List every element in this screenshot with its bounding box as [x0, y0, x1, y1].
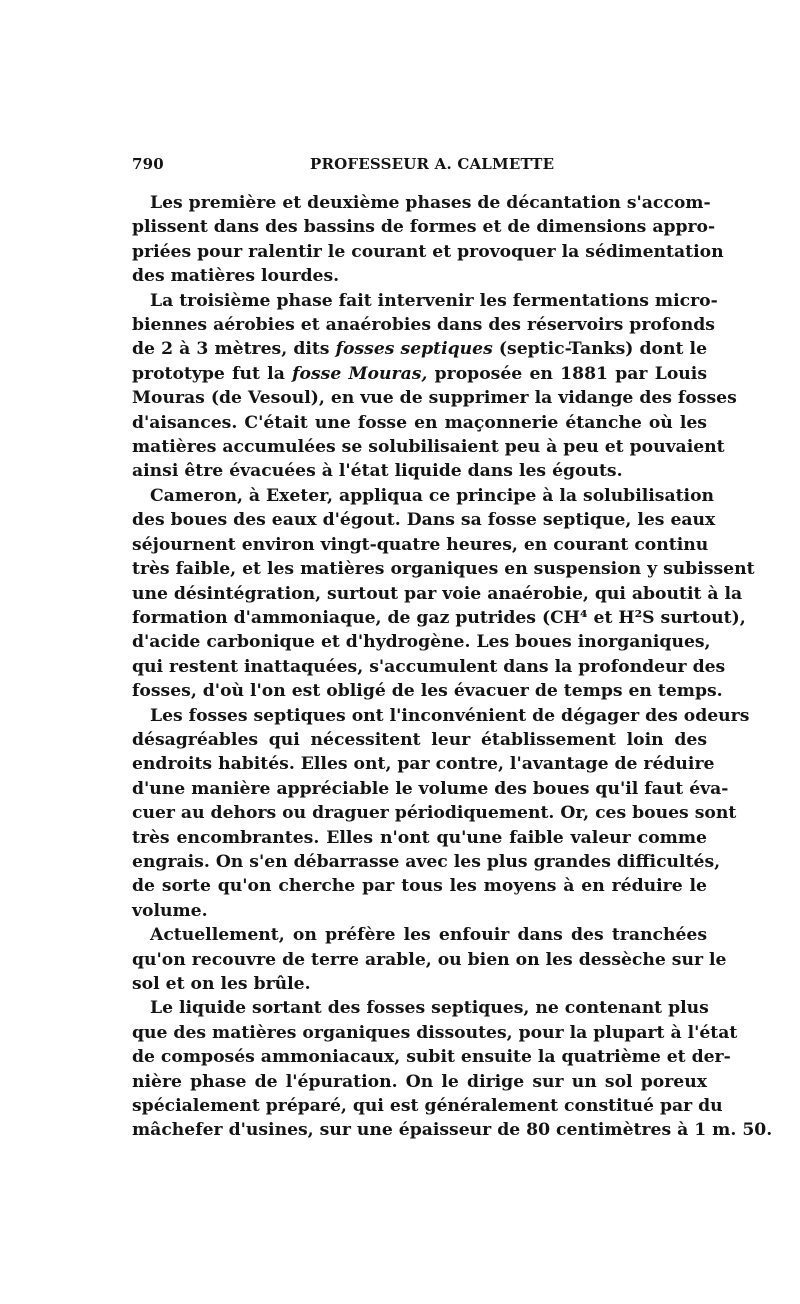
text-line: Mouras (de Vesoul), en vue de supprimer la vidange des fosses	[132, 388, 737, 409]
book-page	[132, 155, 773, 1143]
paragraph-actuellement	[132, 923, 727, 996]
paragraph-inconvenients	[132, 704, 750, 924]
text-line: des boues des eaux d'égout. Dans sa fosse septique, les eaux	[132, 510, 716, 531]
text-line: Cameron, à Exeter, appliqua ce principe à la solubilisation	[150, 485, 715, 506]
text-line: séjournent environ vingt-quatre heures, en courant continu	[132, 534, 709, 555]
text-line: La troisième phase fait intervenir les fermentations micro-	[150, 290, 718, 311]
text-line-with-italic	[132, 337, 707, 361]
text-line: spécialement préparé, qui est généralement constitué par du	[132, 1096, 723, 1117]
header-title: PROFESSEUR A. CALMETTE	[310, 155, 555, 173]
text-line: mâchefer d'usines, sur une épaisseur de 80 centimètres à 1 m. 50.	[132, 1120, 773, 1141]
text-line: une désintégration, surtout par voie anaérobie, qui aboutit à la	[132, 583, 743, 604]
page-number: 790	[132, 155, 164, 173]
text-line: matières accumulées se solubilisaient peu à peu et pouvaient	[132, 437, 725, 458]
text-line: ainsi être évacuées à l'état liquide dans les égouts.	[132, 461, 623, 482]
text-line: plissent dans des bassins de formes et de dimensions appro-	[132, 217, 716, 238]
text-line: nière phase de l'épuration. On le dirige sur un sol poreux	[132, 1071, 707, 1092]
text-run: proposée en 1881 par Louis	[434, 363, 707, 384]
text-line: cuer au dehors ou draguer périodiquement. Or, ces boues sont	[132, 803, 737, 824]
text-line: Les première et deuxième phases de décantation s'accom-	[150, 193, 711, 213]
text-line: Le liquide sortant des fosses septiques, ne contenant plus	[150, 998, 709, 1019]
text-line: de composés ammoniacaux, subit ensuite la quatrième et der-	[132, 1047, 731, 1068]
text-line: très faible, et les matières organiques en suspension y subissent	[132, 559, 755, 580]
running-head	[132, 155, 707, 177]
text-line-with-italic	[132, 362, 707, 386]
text-line: de sorte qu'on cherche par tous les moyens à en réduire le	[132, 876, 707, 897]
text-run: de 2 à 3 mètres, dits	[132, 339, 330, 360]
text-line: formation d'ammoniaque, de gaz putrides (CH⁴ et H²S surtout),	[132, 607, 746, 628]
paragraph-decantation	[132, 191, 724, 289]
text-line: Les fosses septiques ont l'inconvénient de dégager des odeurs	[150, 705, 750, 726]
text-line: biennes aérobies et anaérobies dans des réservoirs profonds	[132, 315, 715, 336]
text-line: que des matières organiques dissoutes, pour la plupart à l'état	[132, 1022, 738, 1043]
paragraph-septic-tanks	[132, 289, 737, 484]
text-line: fosses, d'où l'on est obligé de les évacuer de temps en temps.	[132, 681, 723, 702]
text-line: d'une manière appréciable le volume des boues qu'il faut éva-	[132, 778, 729, 799]
text-line: très encombrantes. Elles n'ont qu'une faible valeur comme	[132, 827, 707, 848]
text-run: (septic-Tanks) dont le	[498, 339, 708, 360]
text-line: engrais. On s'en débarrasse avec les plus grandes difficultés,	[132, 851, 721, 872]
text-line: des matières lourdes.	[132, 266, 340, 287]
paragraph-liquide-sortant	[132, 996, 773, 1142]
text-line: qui restent inattaquées, s'accumulent dans la profondeur des	[132, 656, 726, 677]
text-line: priées pour ralentir le courant et provoquer la sédimentation	[132, 241, 724, 262]
text-line: désagréables qui nécessitent leur établissement loin des	[132, 729, 707, 750]
text-line: volume.	[132, 900, 208, 921]
text-line: sol et on les brûle.	[132, 974, 311, 994]
text-line: Actuellement, on préfère les enfouir dans des tranchées	[150, 925, 707, 946]
italic-term-fosse-mouras: fosse Mouras,	[292, 363, 428, 384]
text-run: prototype fut la	[132, 363, 285, 384]
text-line: d'acide carbonique et d'hydrogène. Les boues inorganiques,	[132, 632, 711, 653]
text-line: d'aisances. C'était une fosse en maçonnerie étanche où les	[132, 412, 707, 433]
text-line: endroits habités. Elles ont, par contre, l'avantage de réduire	[132, 754, 715, 775]
paragraph-cameron-exeter	[132, 484, 755, 704]
text-line: qu'on recouvre de terre arable, ou bien on les dessèche sur le	[132, 949, 727, 970]
italic-term-fosses-septiques: fosses septiques	[335, 339, 493, 360]
